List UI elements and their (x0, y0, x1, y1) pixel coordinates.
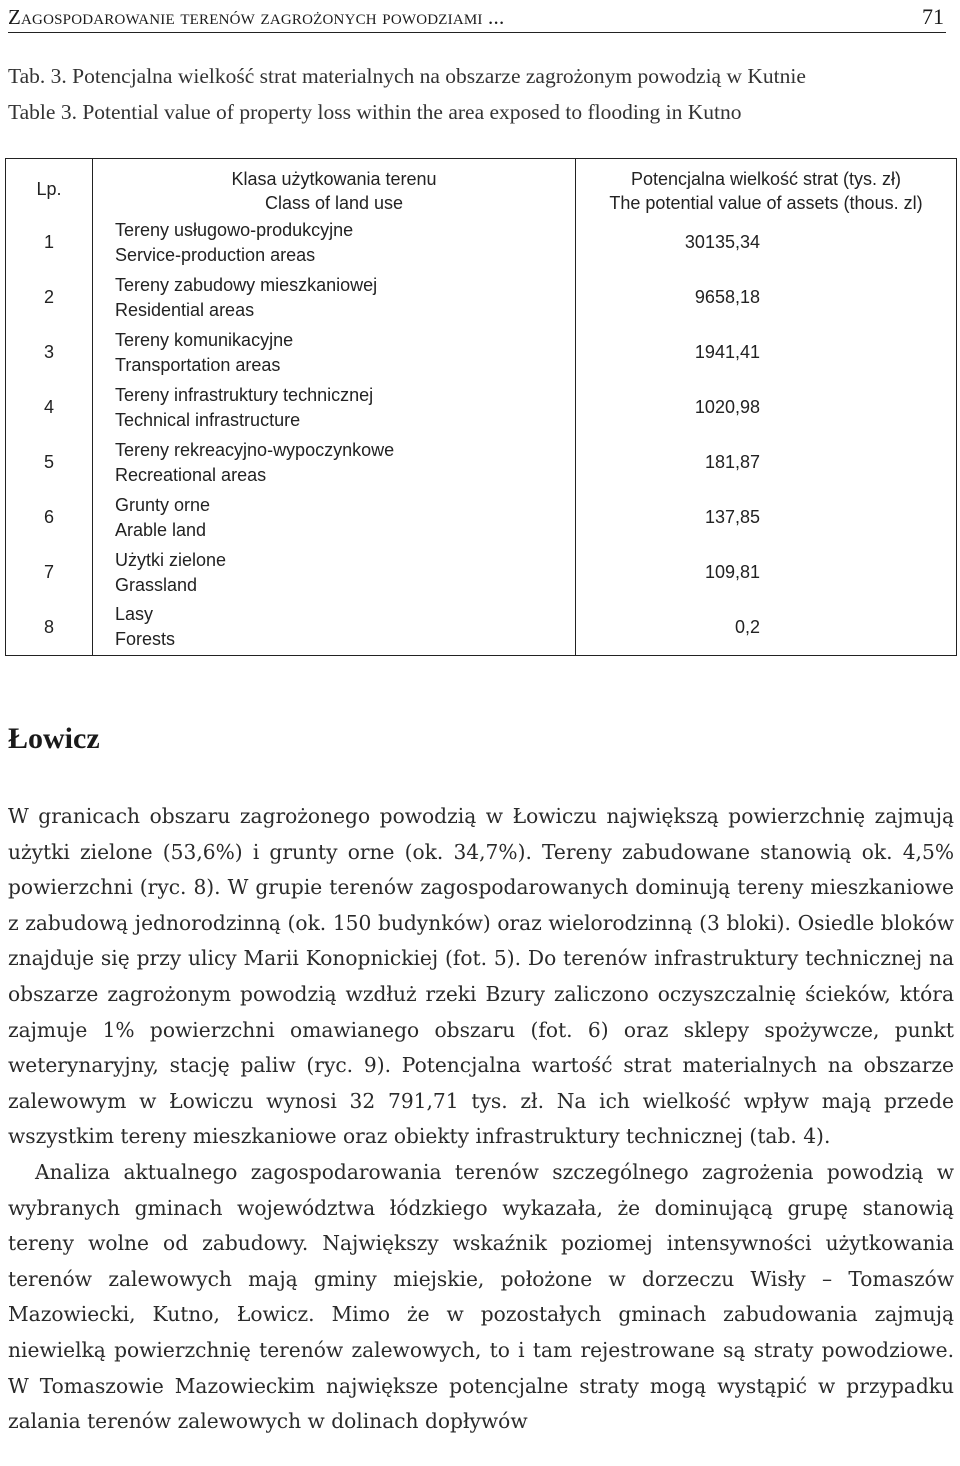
land-use-class (93, 545, 576, 600)
land-use-name-pl: Użytki zielone (115, 549, 227, 570)
running-header (8, 0, 946, 33)
header-land-use-class (93, 159, 576, 216)
table-header-row (6, 159, 957, 216)
land-use-name-en: Residential areas (115, 299, 255, 320)
loss-value: 30135,34 (684, 232, 760, 252)
land-use-class (93, 215, 576, 270)
row-number: 8 (6, 600, 93, 655)
row-number: 3 (6, 325, 93, 380)
table-caption-polish: Tab. 3. Potencjalna wielkość strat materialnych na obszarze zagrożonym powodzią w Kutnie (8, 64, 806, 88)
paragraph: Analiza aktualnego zagospodarowania terenów szczególnego zagrożenia powodzią w wybranych gminach województwa łódzkiego wykazała, że dominującą grupę stanowią tereny wolne od zabudowy. Największy wskaźnik poziomej intensywności użytkowania terenów zalewowych mają gminy miejskie, położone w dorzeczu Wisły – Tomaszów Mazowiecki, Kutno, Łowicz. Mimo że w pozostałych gminach zabudowania zajmują niewielką powierzchnię terenów zalewowych, to i tam rejestrowane są straty powodziowe. W Tomaszowie Mazowieckim największe potencjalne straty mogą wystąpić w przypadku zalania terenów zalewowych w dolinach dopływów (8, 1159, 954, 1434)
loss-value: 1941,41 (694, 342, 760, 362)
land-use-name-pl: Tereny usługowo-produkcyjne (115, 219, 354, 240)
header-land-use-class-en: Class of land use (264, 193, 404, 213)
land-use-class (93, 600, 576, 655)
table-row (6, 270, 957, 325)
table-row (6, 325, 957, 380)
table-row (6, 490, 957, 545)
land-use-name-en: Technical infrastructure (115, 409, 301, 430)
table-row (6, 380, 957, 435)
loss-value: 109,81 (704, 562, 760, 582)
loss-value: 181,87 (704, 452, 760, 472)
land-use-name-pl: Grunty orne (115, 494, 211, 515)
table-row (6, 215, 957, 270)
running-title: Zagospodarowanie terenów zagrożonych powodziami ... (8, 5, 505, 29)
header-land-use-class-pl: Klasa użytkowania terenu (231, 169, 437, 189)
header-loss-value-en: The potential value of assets (thous. zl) (609, 193, 923, 213)
land-use-name-en: Service-production areas (115, 244, 316, 265)
row-number: 5 (6, 435, 93, 490)
land-use-name-en: Transportation areas (115, 354, 281, 375)
header-loss-value-pl: Potencjalna wielkość strat (tys. zł) (630, 169, 902, 189)
table-row (6, 435, 957, 490)
land-use-name-pl: Tereny rekreacyjno-wypoczynkowe (115, 439, 395, 460)
land-use-name-en: Forests (115, 629, 176, 650)
header-loss-value (576, 159, 957, 216)
table-row (6, 545, 957, 600)
loss-value: 137,85 (704, 507, 760, 527)
row-number: 6 (6, 490, 93, 545)
land-use-class (93, 435, 576, 490)
row-number: 4 (6, 380, 93, 435)
loss-value: 1020,98 (694, 397, 760, 417)
land-use-class (93, 325, 576, 380)
row-number: 2 (6, 270, 93, 325)
land-use-class (93, 380, 576, 435)
table-caption-english: Table 3. Potential value of property loss within the area exposed to flooding in Kutno (8, 100, 742, 124)
loss-value: 0,2 (734, 616, 760, 637)
property-loss-table (5, 158, 957, 656)
header-lp: Lp. (6, 159, 93, 216)
land-use-class (93, 490, 576, 545)
paragraph: W granicach obszaru zagrożonego powodzią w Łowiczu największą powierzchnię zajmują użytki zielone (53,6%) i grunty orne (ok. 34,7%). Tereny zabudowane stanowią ok. 4,5% powierzchni (ryc. 8). W grupie terenów zagospodarowanych dominują tereny mieszkaniowe z zabudową jednorodzinną (ok. 150 budynków) oraz wielorodzinną (3 bloki). Osiedle bloków znajduje się przy ulicy Marii Konopnickiej (fot. 5). Do terenów infrastruktury technicznej na obszarze zagrożonym powodzią wzdłuż rzeki Bzury zaliczono oczyszczalnię ścieków, która zajmuje 1% powierzchni omawianego obszaru (fot. 6) oraz sklepy spożywcze, punkt weterynaryjny, stację paliw (ryc. 9). Potencjalna wartość strat materialnych na obszarze zalewowym w Łowiczu wynosi 32 791,71 tys. zł. Na ich wielkość wpływ mają przede wszystkim tereny mieszkaniowe oraz obiekty infrastruktury technicznej (tab. 4). (8, 804, 954, 1149)
row-number: 7 (6, 545, 93, 600)
land-use-name-pl: Tereny komunikacyjne (115, 329, 294, 350)
land-use-name-en: Grassland (115, 574, 198, 595)
loss-value: 9658,18 (694, 287, 760, 307)
land-use-name-en: Arable land (115, 519, 207, 540)
land-use-name-pl: Tereny infrastruktury technicznej (115, 384, 374, 405)
land-use-class (93, 270, 576, 325)
land-use-name-pl: Tereny zabudowy mieszkaniowej (115, 274, 378, 295)
section-heading: Łowicz (8, 722, 100, 755)
row-number: 1 (6, 215, 93, 270)
body-text (8, 799, 954, 1440)
land-use-name-en: Recreational areas (115, 464, 267, 485)
table-row (6, 600, 957, 655)
page-number: 71 (922, 4, 944, 29)
land-use-name-pl: Lasy (115, 604, 154, 625)
